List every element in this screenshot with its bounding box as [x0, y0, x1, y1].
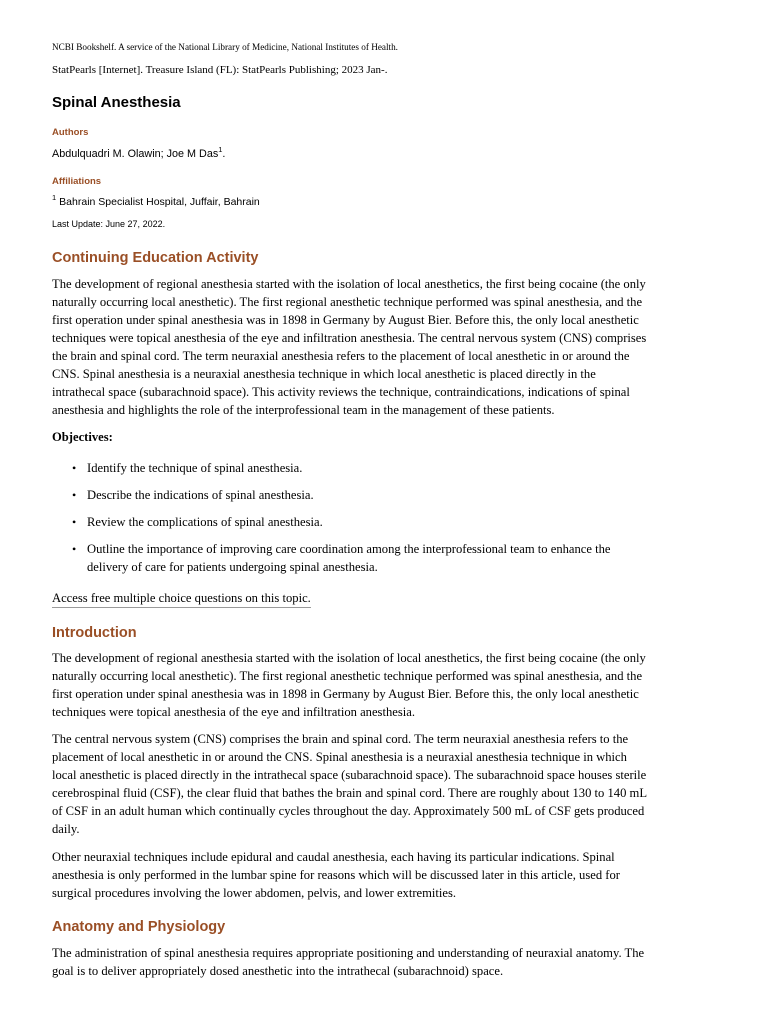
paragraph-line: The administration of spinal anesthesia requires appropriate positioning and understanding of neuraxial anatomy. The	[52, 946, 645, 960]
paragraph-line: daily.	[52, 822, 80, 836]
section-heading-introduction: Introduction	[52, 625, 137, 641]
objective-text: Describe the indications of spinal anesthesia.	[87, 488, 314, 502]
objective-item	[52, 486, 611, 504]
paragraph-line: techniques were topical anesthesia of the eye and infiltration anesthesia.	[52, 705, 415, 719]
bullet-icon: •	[72, 461, 77, 475]
paragraph-line: naturally occurring local anesthetic). The first regional anesthetic technique performed was spinal anesthesia, and the	[52, 669, 643, 683]
introduction-paragraph	[52, 730, 647, 838]
paragraph-line: The development of regional anesthesia started with the isolation of local anesthetics, the first being cocaine (the only	[52, 651, 646, 665]
anatomy-paragraph	[52, 944, 644, 980]
quiz-link[interactable]: Access free multiple choice questions on this topic.	[52, 590, 311, 608]
paragraph-line: Other neuraxial techniques include epidural and caudal anesthesia, each having its particular indications. Spinal	[52, 850, 615, 864]
objective-text: Outline the importance of improving care coordination among the interprofessional team to enhance the	[87, 542, 611, 556]
objective-item	[52, 459, 611, 477]
affiliation-marker: 1	[52, 193, 57, 202]
affiliation-text: Bahrain Specialist Hospital, Juffair, Bahrain	[59, 196, 260, 208]
objectives-label: Objectives:	[52, 430, 113, 444]
author-list	[52, 146, 225, 162]
citation-line: StatPearls [Internet]. Treasure Island (FL): StatPearls Publishing; 2023 Jan-.	[52, 64, 388, 76]
objective-item	[52, 513, 611, 531]
paragraph-line: the brain and spinal cord. The term neuraxial anesthesia refers to the placement of local anesthetic in or around the	[52, 349, 630, 363]
paragraph-line: of CSF in an adult human which continually cycles throughout the day. Approximately 500 mL of CSF gets produced	[52, 804, 645, 818]
page-title: Spinal Anesthesia	[52, 94, 181, 111]
paragraph-line: anesthesia and highlights the role of the interprofessional team in the management of these patients.	[52, 403, 555, 417]
author-list-end: .	[222, 148, 226, 160]
bullet-icon: •	[72, 542, 77, 556]
last-update: Last Update: June 27, 2022.	[52, 219, 166, 229]
paragraph-line: first operation under spinal anesthesia was in 1898 in Germany by August Bier. Before this, the only local anesthetic	[52, 313, 639, 327]
bookshelf-notice: NCBI Bookshelf. A service of the National Library of Medicine, National Institutes of Health.	[52, 42, 398, 52]
paragraph-line: intrathecal space (subarachnoid space). This activity reviews the technique, contraindications, indications of spinal	[52, 385, 630, 399]
bullet-icon: •	[72, 488, 77, 502]
paragraph-line: techniques were topical anesthesia of the eye and infiltration anesthesia. The central nervous system (CNS) comprises	[52, 331, 647, 345]
paragraph-line: local anesthetic is placed directly in the intrathecal space (subarachnoid space). The subarachnoid space houses sterile	[52, 768, 647, 782]
section-heading-continuing-education: Continuing Education Activity	[52, 250, 259, 266]
paragraph-line: The central nervous system (CNS) comprises the brain and spinal cord. The term neuraxial anesthesia refers to the	[52, 732, 629, 746]
objective-text: Identify the technique of spinal anesthesia.	[87, 461, 303, 475]
author-affiliation-marker: 1	[218, 145, 223, 154]
introduction-paragraph	[52, 848, 620, 902]
paragraph-line: surgical procedures involving the lower abdomen, pelvis, and lower extremities.	[52, 886, 457, 900]
authors-label: Authors	[52, 127, 89, 138]
objective-text: delivery of care for patients undergoing spinal anesthesia.	[87, 560, 378, 574]
paragraph-line: The development of regional anesthesia started with the isolation of local anesthetics, the first being cocaine (the only	[52, 277, 646, 291]
affiliations-label: Affiliations	[52, 176, 102, 187]
paragraph-line: anesthesia is only performed in the lumbar spine for reasons which will be discussed later in this article, used for	[52, 868, 620, 882]
paragraph-line: naturally occurring local anesthetic). The first regional anesthetic technique performed was spinal anesthesia, and the	[52, 295, 643, 309]
paragraph-line: goal is to deliver appropriately dosed anesthetic into the intrathecal (subarachnoid) space.	[52, 964, 504, 978]
objectives-list	[52, 459, 611, 585]
introduction-paragraph	[52, 649, 646, 721]
paragraph-line: placement of local anesthetic in or around the CNS. Spinal anesthesia is a neuraxial anesthesia technique in which	[52, 750, 627, 764]
bullet-icon: •	[72, 515, 77, 529]
paragraph-line: CNS. Spinal anesthesia is a neuraxial anesthesia technique in which local anesthetic is placed directly in the	[52, 367, 596, 381]
affiliation	[52, 194, 260, 210]
author-names: Abdulquadri M. Olawin; Joe M Das	[52, 148, 219, 160]
paragraph-line: cerebrospinal fluid (CSF), the clear fluid that bathes the brain and spinal cord. There are roughly about 130 to 140 mL	[52, 786, 648, 800]
objective-item	[52, 540, 611, 576]
objective-text: Review the complications of spinal anesthesia.	[87, 515, 323, 529]
paragraph-line: first operation under spinal anesthesia was in 1898 in Germany by August Bier. Before this, the only local anesthetic	[52, 687, 639, 701]
cea-paragraph	[52, 275, 646, 419]
section-heading-anatomy: Anatomy and Physiology	[52, 919, 226, 935]
